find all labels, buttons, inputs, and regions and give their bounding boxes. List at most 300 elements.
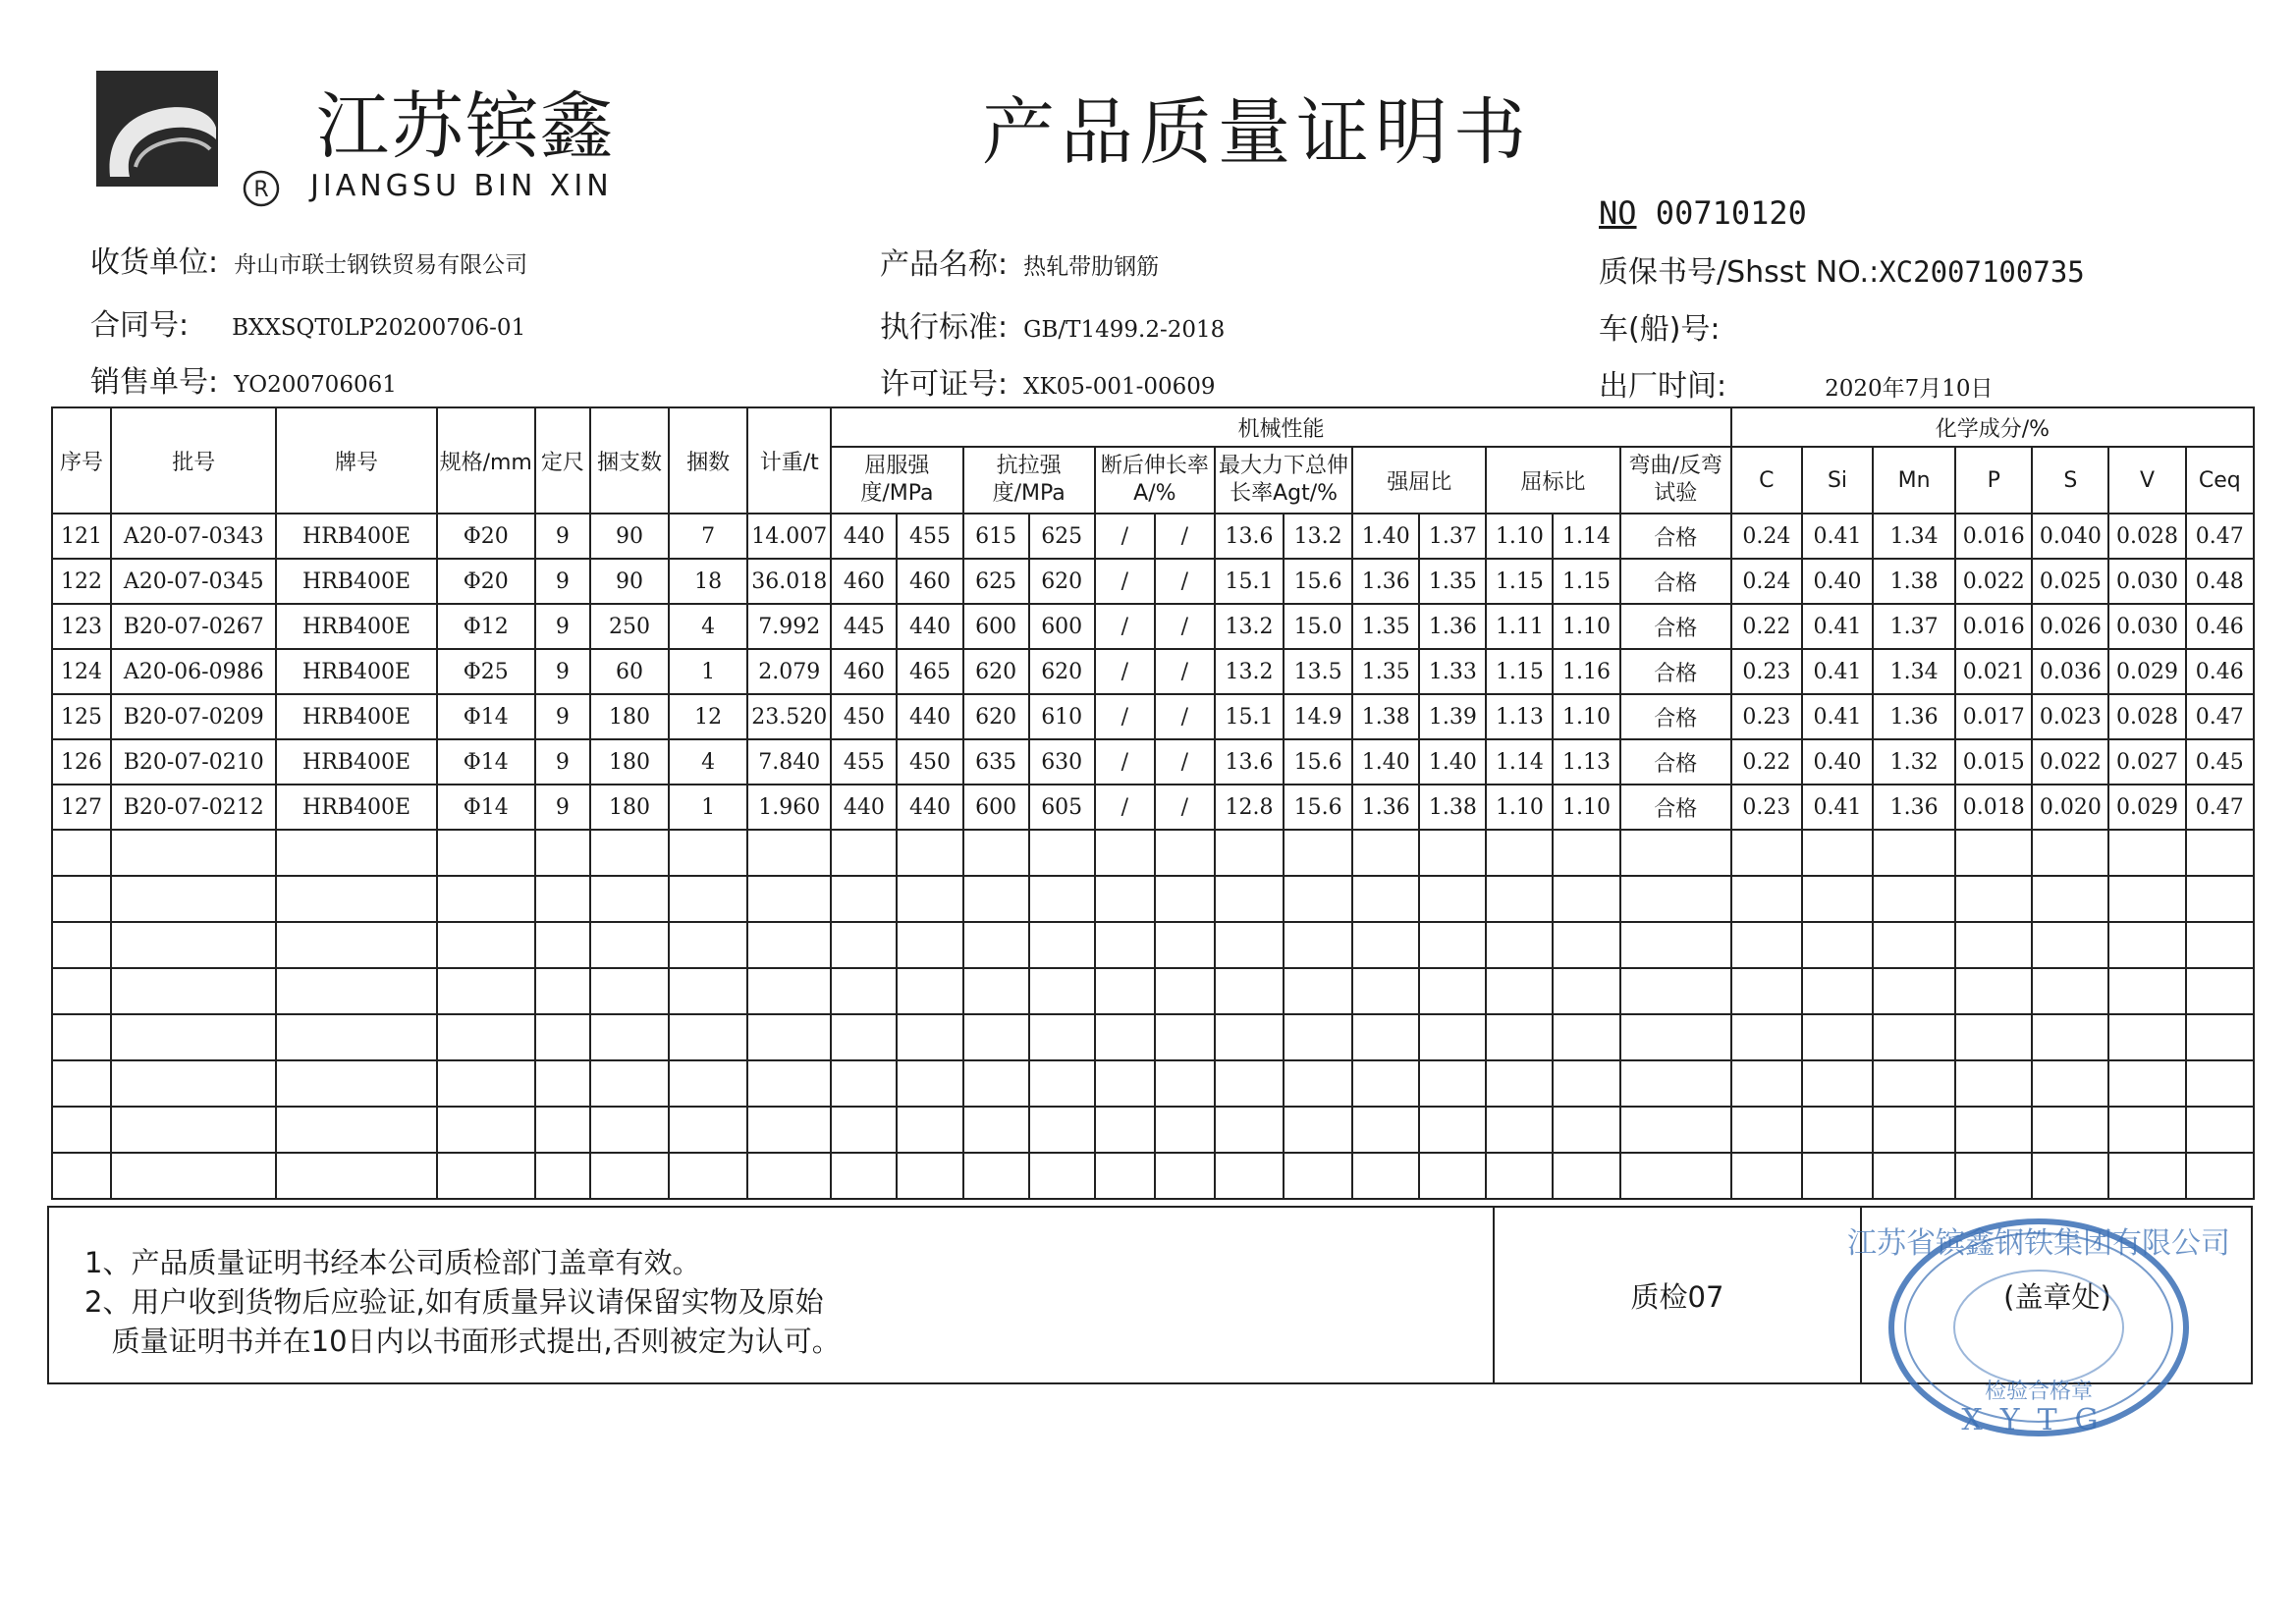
empty-cell	[1284, 922, 1352, 968]
cell-si: 0.41	[1802, 694, 1873, 739]
empty-cell	[1553, 1107, 1619, 1153]
cell-ceq: 0.47	[2186, 514, 2254, 559]
cell-ceq: 0.45	[2186, 739, 2254, 785]
empty-cell	[1873, 1014, 1955, 1060]
empty-cell	[535, 922, 590, 968]
cell-sr2: 1.38	[1419, 785, 1486, 830]
empty-cell	[831, 1060, 897, 1107]
empty-cell	[1486, 922, 1553, 968]
cell-v: 0.027	[2108, 739, 2185, 785]
cell-a2: 13.5	[1284, 649, 1352, 694]
cert-no-value: XC2007100735	[1879, 255, 2085, 289]
empty-cell	[52, 1107, 111, 1153]
cell-e2: /	[1155, 694, 1215, 739]
empty-cell	[2186, 830, 2254, 876]
empty-cell	[1486, 876, 1553, 922]
empty-cell	[1155, 968, 1215, 1014]
cell-sr2: 1.33	[1419, 649, 1486, 694]
empty-cell	[831, 1107, 897, 1153]
empty-cell	[52, 968, 111, 1014]
cell-yr2: 1.15	[1553, 559, 1619, 604]
cell-si: 0.40	[1802, 559, 1873, 604]
cell-mn: 1.37	[1873, 604, 1955, 649]
empty-table-row	[52, 876, 2254, 922]
empty-cell	[1955, 1107, 2032, 1153]
empty-cell	[2108, 922, 2185, 968]
empty-cell	[2108, 1153, 2185, 1199]
empty-cell	[963, 922, 1029, 968]
empty-cell	[1802, 922, 1873, 968]
cell-pcs: 90	[590, 514, 669, 559]
empty-cell	[52, 1060, 111, 1107]
empty-cell	[747, 1014, 831, 1060]
col-length: 定尺	[535, 407, 590, 514]
cell-length: 9	[535, 785, 590, 830]
svg-text:检验合格章: 检验合格章	[1984, 1380, 2094, 1404]
col-chem-mn: Mn	[1873, 447, 1955, 514]
cell-y2: 440	[897, 785, 962, 830]
empty-cell	[897, 1060, 962, 1107]
brand-name-en: JIANGSU BIN XIN	[310, 169, 613, 203]
cell-bend: 合格	[1620, 514, 1731, 559]
empty-cell	[1955, 968, 2032, 1014]
sales-no-value: YO200706061	[234, 372, 397, 398]
empty-cell	[2032, 1107, 2108, 1153]
cell-ceq: 0.46	[2186, 649, 2254, 694]
cell-seq: 126	[52, 739, 111, 785]
empty-cell	[1873, 1153, 1955, 1199]
cell-sr1: 1.35	[1352, 604, 1419, 649]
cell-t2: 625	[1029, 514, 1095, 559]
cell-length: 9	[535, 694, 590, 739]
table-row	[52, 649, 2254, 694]
cell-si: 0.41	[1802, 785, 1873, 830]
cell-grade: HRB400E	[276, 739, 436, 785]
contract-field	[90, 300, 525, 344]
cell-e2: /	[1155, 739, 1215, 785]
empty-cell	[1731, 968, 1802, 1014]
cell-mn: 1.34	[1873, 649, 1955, 694]
cell-ceq: 0.48	[2186, 559, 2254, 604]
contract-value: BXXSQT0LP20200706-01	[232, 315, 526, 341]
empty-cell	[1486, 830, 1553, 876]
cell-y2: 450	[897, 739, 962, 785]
cell-spec: Φ14	[437, 785, 535, 830]
cell-y1: 440	[831, 785, 897, 830]
cell-p: 0.021	[1955, 649, 2032, 694]
cell-yr2: 1.13	[1553, 739, 1619, 785]
empty-cell	[1553, 922, 1619, 968]
empty-cell	[831, 830, 897, 876]
cell-ceq: 0.47	[2186, 785, 2254, 830]
cell-sr1: 1.35	[1352, 649, 1419, 694]
col-seq: 序号	[52, 407, 111, 514]
empty-cell	[1029, 1153, 1095, 1199]
empty-cell	[1955, 876, 2032, 922]
empty-cell	[590, 1014, 669, 1060]
empty-cell	[2186, 1060, 2254, 1107]
col-weight: 计重/t	[747, 407, 831, 514]
empty-cell	[1029, 922, 1095, 968]
empty-cell	[1955, 830, 2032, 876]
empty-cell	[1620, 968, 1731, 1014]
cell-spec: Φ14	[437, 694, 535, 739]
empty-cell	[1284, 876, 1352, 922]
empty-cell	[669, 1014, 747, 1060]
empty-table-row	[52, 1107, 2254, 1153]
empty-cell	[831, 876, 897, 922]
cell-spec: Φ14	[437, 739, 535, 785]
empty-cell	[963, 830, 1029, 876]
empty-table-row	[52, 922, 2254, 968]
col-chem-p: P	[1955, 447, 2032, 514]
empty-cell	[111, 830, 276, 876]
empty-cell	[590, 1107, 669, 1153]
empty-cell	[1215, 968, 1284, 1014]
cell-grade: HRB400E	[276, 694, 436, 739]
empty-cell	[111, 968, 276, 1014]
empty-cell	[1352, 922, 1419, 968]
standard-value: GB/T1499.2-2018	[1023, 317, 1226, 343]
cell-length: 9	[535, 739, 590, 785]
cell-p: 0.016	[1955, 514, 2032, 559]
cell-batch: B20-07-0209	[111, 694, 276, 739]
empty-cell	[963, 1060, 1029, 1107]
note-1: 1、产品质量证明书经本公司质检部门盖章有效。	[84, 1246, 701, 1279]
empty-cell	[1155, 922, 1215, 968]
vehicle-label: 车(船)号:	[1599, 312, 1721, 347]
cell-s: 0.020	[2032, 785, 2108, 830]
cell-mn: 1.36	[1873, 694, 1955, 739]
empty-table-row	[52, 1014, 2254, 1060]
empty-cell	[1620, 922, 1731, 968]
col-bend: 弯曲/反弯试验	[1620, 447, 1731, 514]
cell-v: 0.029	[2108, 649, 2185, 694]
cell-s: 0.023	[2032, 694, 2108, 739]
empty-cell	[831, 1153, 897, 1199]
empty-cell	[897, 1153, 962, 1199]
cell-p: 0.022	[1955, 559, 2032, 604]
empty-cell	[2108, 876, 2185, 922]
cell-batch: A20-07-0343	[111, 514, 276, 559]
cell-bundles: 4	[669, 739, 747, 785]
empty-cell	[437, 1107, 535, 1153]
cell-y1: 445	[831, 604, 897, 649]
cell-a1: 13.2	[1215, 649, 1284, 694]
empty-cell	[669, 922, 747, 968]
cell-e2: /	[1155, 649, 1215, 694]
license-field	[880, 359, 1216, 403]
empty-cell	[1419, 922, 1486, 968]
cell-v: 0.030	[2108, 604, 2185, 649]
cell-yr2: 1.16	[1553, 649, 1619, 694]
empty-cell	[535, 1060, 590, 1107]
cell-e2: /	[1155, 604, 1215, 649]
cell-weight: 1.960	[747, 785, 831, 830]
empty-cell	[1095, 968, 1155, 1014]
empty-cell	[1731, 876, 1802, 922]
product-name-field	[880, 240, 1159, 283]
col-grade: 牌号	[276, 407, 436, 514]
empty-cell	[747, 922, 831, 968]
empty-table-row	[52, 1060, 2254, 1107]
cell-e1: /	[1095, 649, 1155, 694]
col-agt: 最大力下总伸长率Agt/%	[1215, 447, 1352, 514]
empty-cell	[1620, 1014, 1731, 1060]
cell-si: 0.41	[1802, 514, 1873, 559]
empty-cell	[1553, 1060, 1619, 1107]
empty-cell	[52, 922, 111, 968]
empty-cell	[52, 1153, 111, 1199]
empty-cell	[1284, 968, 1352, 1014]
empty-cell	[437, 968, 535, 1014]
empty-cell	[535, 968, 590, 1014]
empty-table-row	[52, 968, 2254, 1014]
empty-cell	[1486, 1060, 1553, 1107]
col-chem-si: Si	[1802, 447, 1873, 514]
empty-cell	[276, 1153, 436, 1199]
cell-sr1: 1.36	[1352, 785, 1419, 830]
svg-text:R: R	[253, 178, 269, 202]
empty-cell	[669, 968, 747, 1014]
cell-s: 0.026	[2032, 604, 2108, 649]
empty-cell	[1620, 1060, 1731, 1107]
date-label: 出厂时间:	[1599, 369, 1727, 404]
cell-y1: 460	[831, 559, 897, 604]
empty-cell	[437, 830, 535, 876]
svg-text:江苏省镔鑫钢铁集团有限公司: 江苏省镔鑫钢铁集团有限公司	[1847, 1226, 2230, 1261]
cell-a1: 13.6	[1215, 514, 1284, 559]
empty-cell	[1731, 830, 1802, 876]
cell-a2: 15.6	[1284, 739, 1352, 785]
cell-pcs: 60	[590, 649, 669, 694]
empty-cell	[963, 876, 1029, 922]
empty-cell	[2108, 830, 2185, 876]
empty-cell	[2186, 968, 2254, 1014]
consignee-label: 收货单位:	[90, 245, 219, 280]
company-seal-stamp	[1847, 1206, 2230, 1441]
empty-cell	[52, 1014, 111, 1060]
empty-cell	[1873, 1107, 1955, 1153]
empty-cell	[1731, 922, 1802, 968]
cell-e1: /	[1095, 694, 1155, 739]
cell-yr1: 1.10	[1486, 785, 1553, 830]
empty-cell	[2032, 1060, 2108, 1107]
cell-grade: HRB400E	[276, 785, 436, 830]
cell-e1: /	[1095, 604, 1155, 649]
empty-cell	[1029, 1014, 1095, 1060]
empty-cell	[1955, 922, 2032, 968]
cell-s: 0.022	[2032, 739, 2108, 785]
empty-cell	[897, 830, 962, 876]
sales-no-field	[90, 357, 397, 401]
empty-cell	[2108, 1107, 2185, 1153]
empty-cell	[437, 1014, 535, 1060]
empty-cell	[535, 1014, 590, 1060]
cell-seq: 125	[52, 694, 111, 739]
empty-cell	[1802, 1060, 1873, 1107]
empty-cell	[963, 968, 1029, 1014]
col-chem-s: S	[2032, 447, 2108, 514]
cell-batch: B20-07-0212	[111, 785, 276, 830]
cell-pcs: 180	[590, 739, 669, 785]
empty-cell	[1284, 1107, 1352, 1153]
empty-cell	[1215, 922, 1284, 968]
cell-y1: 455	[831, 739, 897, 785]
cell-length: 9	[535, 514, 590, 559]
empty-cell	[1095, 1107, 1155, 1153]
empty-cell	[590, 830, 669, 876]
empty-cell	[747, 1107, 831, 1153]
cell-a1: 15.1	[1215, 694, 1284, 739]
empty-cell	[1873, 922, 1955, 968]
cell-a2: 13.2	[1284, 514, 1352, 559]
cell-grade: HRB400E	[276, 604, 436, 649]
empty-cell	[1284, 1014, 1352, 1060]
cell-seq: 122	[52, 559, 111, 604]
empty-cell	[1419, 830, 1486, 876]
empty-cell	[1802, 1014, 1873, 1060]
empty-cell	[2108, 1060, 2185, 1107]
cell-yr1: 1.11	[1486, 604, 1553, 649]
cell-yr1: 1.13	[1486, 694, 1553, 739]
number-value: 00710120	[1655, 194, 1807, 232]
col-elongation: 断后伸长率A/%	[1095, 447, 1215, 514]
empty-cell	[1352, 968, 1419, 1014]
empty-cell	[111, 1014, 276, 1060]
cell-sr2: 1.36	[1419, 604, 1486, 649]
cell-length: 9	[535, 559, 590, 604]
col-yield-ratio: 屈标比	[1486, 447, 1619, 514]
col-strength-ratio: 强屈比	[1352, 447, 1486, 514]
empty-cell	[276, 922, 436, 968]
empty-cell	[1486, 1107, 1553, 1153]
empty-cell	[1155, 876, 1215, 922]
empty-cell	[1284, 830, 1352, 876]
empty-cell	[590, 1060, 669, 1107]
cell-spec: Φ20	[437, 514, 535, 559]
date-field	[1599, 361, 1994, 405]
empty-cell	[535, 876, 590, 922]
cell-ceq: 0.46	[2186, 604, 2254, 649]
col-chem-c: C	[1731, 447, 1802, 514]
empty-cell	[2186, 922, 2254, 968]
empty-cell	[1955, 1153, 2032, 1199]
cell-sr1: 1.40	[1352, 739, 1419, 785]
cell-t2: 600	[1029, 604, 1095, 649]
cell-batch: B20-07-0267	[111, 604, 276, 649]
empty-cell	[276, 968, 436, 1014]
product-name-label: 产品名称:	[880, 247, 1009, 282]
empty-cell	[1095, 1014, 1155, 1060]
empty-cell	[1284, 1153, 1352, 1199]
col-group-chemical: 化学成分/%	[1731, 407, 2254, 447]
cell-t2: 630	[1029, 739, 1095, 785]
empty-cell	[1873, 830, 1955, 876]
empty-cell	[1352, 876, 1419, 922]
empty-cell	[1419, 1060, 1486, 1107]
empty-cell	[1731, 1060, 1802, 1107]
empty-cell	[1620, 830, 1731, 876]
vehicle-field	[1599, 304, 1736, 348]
empty-cell	[669, 1153, 747, 1199]
cell-a2: 15.0	[1284, 604, 1352, 649]
empty-cell	[590, 922, 669, 968]
cell-yr2: 1.10	[1553, 604, 1619, 649]
empty-cell	[831, 922, 897, 968]
date-value: 2020年7月10日	[1825, 376, 1994, 402]
empty-cell	[1553, 968, 1619, 1014]
empty-cell	[747, 876, 831, 922]
empty-cell	[897, 922, 962, 968]
empty-cell	[2032, 876, 2108, 922]
empty-cell	[2186, 1153, 2254, 1199]
cell-c: 0.24	[1731, 514, 1802, 559]
empty-cell	[2032, 968, 2108, 1014]
cell-grade: HRB400E	[276, 514, 436, 559]
cell-spec: Φ12	[437, 604, 535, 649]
empty-cell	[1620, 1153, 1731, 1199]
cell-y2: 465	[897, 649, 962, 694]
cell-y1: 440	[831, 514, 897, 559]
cell-a1: 13.2	[1215, 604, 1284, 649]
empty-cell	[437, 1060, 535, 1107]
cell-a1: 13.6	[1215, 739, 1284, 785]
empty-cell	[2108, 1014, 2185, 1060]
empty-cell	[1155, 1107, 1215, 1153]
cell-e1: /	[1095, 514, 1155, 559]
empty-cell	[111, 922, 276, 968]
cell-bundles: 18	[669, 559, 747, 604]
empty-cell	[2032, 830, 2108, 876]
empty-cell	[1215, 1014, 1284, 1060]
cell-bend: 合格	[1620, 785, 1731, 830]
cell-yr1: 1.10	[1486, 514, 1553, 559]
cell-c: 0.23	[1731, 785, 1802, 830]
cell-weight: 36.018	[747, 559, 831, 604]
cell-c: 0.22	[1731, 739, 1802, 785]
cell-si: 0.41	[1802, 604, 1873, 649]
empty-cell	[1029, 830, 1095, 876]
cell-t2: 605	[1029, 785, 1095, 830]
cell-p: 0.016	[1955, 604, 2032, 649]
empty-cell	[1352, 1107, 1419, 1153]
company-logo	[96, 71, 218, 187]
cell-pcs: 90	[590, 559, 669, 604]
empty-cell	[535, 1153, 590, 1199]
license-label: 许可证号:	[880, 367, 1009, 402]
empty-cell	[1419, 968, 1486, 1014]
cell-pcs: 250	[590, 604, 669, 649]
cell-y1: 450	[831, 694, 897, 739]
empty-cell	[831, 968, 897, 1014]
empty-cell	[1352, 830, 1419, 876]
empty-cell	[1215, 876, 1284, 922]
cell-mn: 1.32	[1873, 739, 1955, 785]
inspector-text: 质检07	[1630, 1279, 1724, 1314]
empty-cell	[1284, 1060, 1352, 1107]
empty-cell	[1553, 1153, 1619, 1199]
cell-weight: 2.079	[747, 649, 831, 694]
table-row	[52, 559, 2254, 604]
cell-y2: 440	[897, 694, 962, 739]
empty-cell	[1215, 1153, 1284, 1199]
col-group-mechanical: 机械性能	[831, 407, 1731, 447]
table-row	[52, 785, 2254, 830]
empty-cell	[590, 876, 669, 922]
cell-sr1: 1.40	[1352, 514, 1419, 559]
empty-cell	[1553, 876, 1619, 922]
